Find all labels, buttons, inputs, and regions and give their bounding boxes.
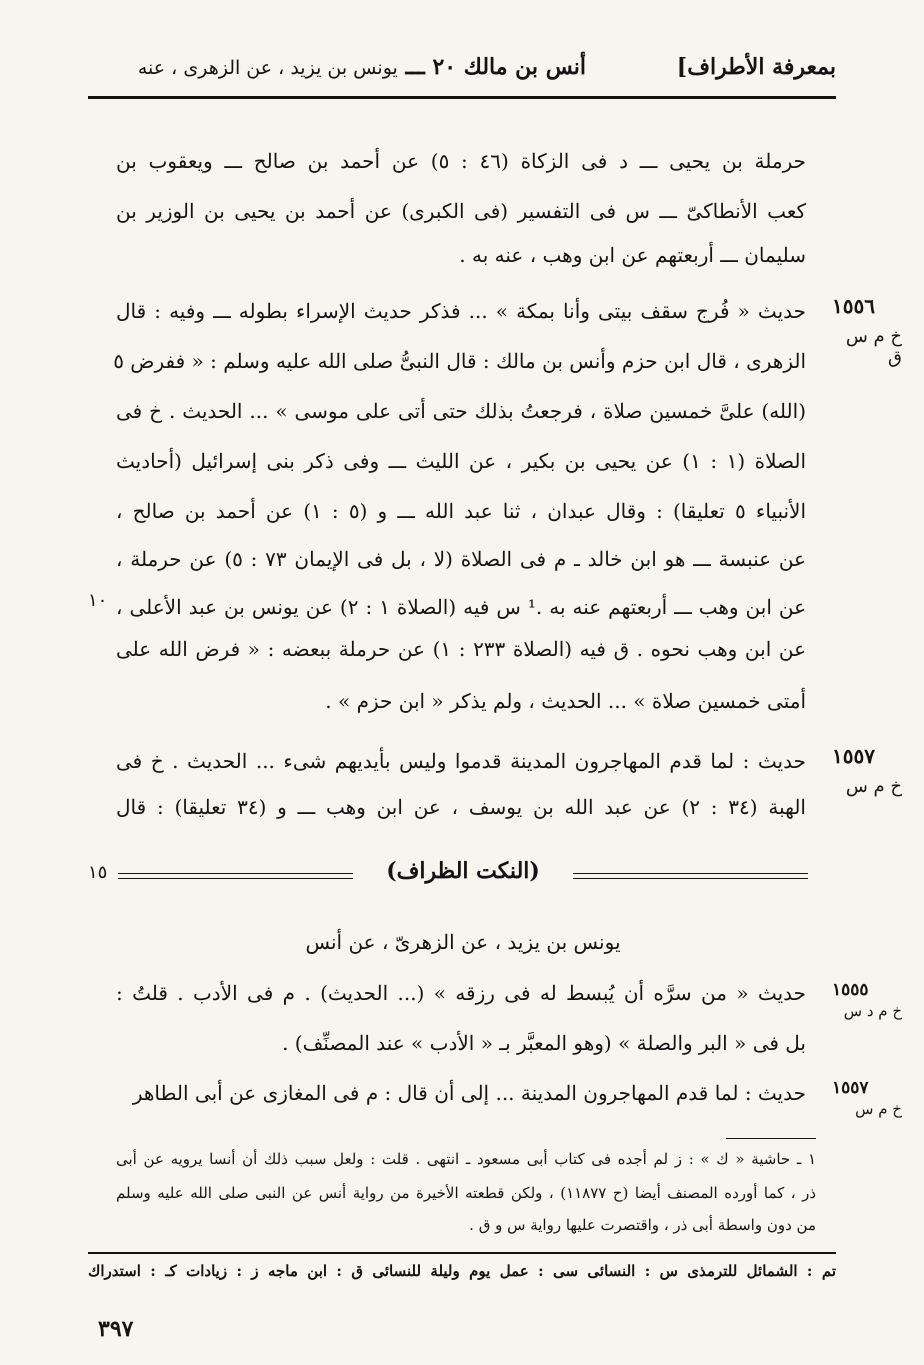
text-line: حديث « فُرج سقف بيتى وأنا بمكة » ... فذكر حديث الإسراء بطوله ـــ وفيه : قال [116, 299, 806, 323]
text-line: عن ابن وهب نحوه . ق فيه (الصلاة ٢٣٣ : ١) عن حرملة ببعضه : « فرض الله على [116, 637, 807, 661]
nukat-entry-sigla: خ م د س [843, 1002, 902, 1020]
divider-bar-left [118, 873, 353, 879]
footnote-line: ذر ، كما أورده المصنف أيضا (ح ١١٨٧٧) ، ولكن قطعته الأخيرة من رواية أنس عن النبى صلى الله عليه وسلم [116, 1184, 816, 1202]
entry-sigla: خ م س ق [845, 326, 902, 368]
text-line: حديث « من سرَّه أن يُبسط له فى رزقه » (... الحديث) . م فى الأدب . قلتُ : [116, 981, 806, 1005]
header-rule [88, 96, 836, 99]
text-line: الهبة (٣٤ : ٢) عن عبد الله بن يوسف ، عن ابن وهب ـــ و (٣٤ تعليقا) : قال [116, 795, 806, 819]
footnote-line: ١ ـ حاشية « ك » : ز لم أجده فى كتاب أبى مسعود ـ انتهى . قلت : ولعل سبب ذلك أن أنسا يرويه عن أبى [116, 1150, 816, 1168]
header-narrator: أنس بن مالك ٢٠ ـــ [405, 54, 586, 80]
legend-rule [88, 1252, 836, 1254]
text-line: حرملة بن يحيى ـــ د فى الزكاة (٤٦ : ٥) عن أحمد بن صالح ـــ ويعقوب بن [116, 149, 806, 173]
line-number: ١٠ [88, 590, 108, 611]
text-line: سليمان ـــ أربعتهم عن ابن وهب ، عنه به . [459, 243, 806, 267]
text-line: الصلاة (١ : ١) عن يحيى بن بكير ، عن الليث ـــ وفى ذكر بنى إسرائيل (أحاديث [116, 449, 806, 473]
entry-number: ١٥٥٧ [832, 744, 875, 768]
text-line: (الله) علىَّ خمسين صلاة ، فرجعتُ بذلك حتى أتى على موسى » ... الحديث . خ فى [116, 399, 806, 423]
nukat-entry-number: ١٥٥٧ [832, 1078, 869, 1098]
text-line: حديث : لما قدم المهاجرون المدينة ... إلى أن قال : م فى المغازى عن أبى الطاهر [132, 1081, 806, 1105]
text-line: عن ابن وهب ـــ أربعتهم عنه به .¹ س فيه (الصلاة ١ : ٢) عن يونس بن عبد الأعلى ، [116, 595, 807, 619]
header-book-title: بمعرفة الأطراف] [676, 54, 836, 80]
header-chain-sub: يونس بن يزيد ، عن الزهرى ، عنه [137, 57, 398, 79]
text-line: الأنبياء ٥ تعليقا) : وقال عبدان ، ثنا عبد الله ـــ و (٥ : ١) عن أحمد بن صالح ، [116, 499, 807, 523]
entry-sigla: خ م س [845, 776, 902, 797]
entry-number: ١٥٥٦ [832, 294, 875, 318]
running-header [88, 54, 836, 90]
divider-bar-right [573, 873, 808, 879]
text-line: حديث : لما قدم المهاجرون المدينة قدموا وليس بأيديهم شىء ... الحديث . خ فى [116, 749, 806, 773]
footnote-separator [726, 1138, 816, 1139]
text-line: عن عنبسة ـــ هو ابن خالد ـ م فى الصلاة (لا ، بل فى الإيمان ٧٣ : ٥) عن حرملة ، [116, 547, 806, 571]
text-line: كعب الأنطاكىّ ـــ س فى التفسير (فى الكبرى) عن أحمد بن يحيى بن الوزير بن [116, 199, 806, 223]
nukat-entry-sigla: خ م س [855, 1100, 902, 1118]
section-title: (النكت الظراف) [386, 858, 540, 884]
text-line: أمتى خمسين صلاة » ... الحديث ، ولم يذكر « ابن حزم » . [325, 689, 806, 713]
section-divider [118, 860, 808, 888]
footnote-line: من دون واسطة أبى ذر ، واقتصرت عليها رواية س و ق . [469, 1216, 816, 1234]
line-number: ١٥ [88, 862, 108, 883]
header-chain [138, 54, 586, 80]
sigla-legend: تم : الشمائل للترمذى س : النسائى سى : عمل يوم وليلة للنسائى ق : ابن ماجه ز : زيادات كـ : استدراك [88, 1262, 836, 1280]
text-line: بل فى « البر والصلة » (وهو المعبَّر بـ « الأدب » عند المصنِّف) . [282, 1031, 806, 1055]
nukat-entry-number: ١٥٥٥ [832, 980, 869, 1000]
text-line: الزهرى ، قال ابن حزم وأنس بن مالك : قال النبىُّ صلى الله عليه وسلم : « ففرض ٥ [113, 349, 806, 373]
sub-heading: يونس بن يزيد ، عن الزهرىّ ، عن أنس [305, 930, 621, 954]
page-number: ٣٩٧ [98, 1316, 134, 1342]
